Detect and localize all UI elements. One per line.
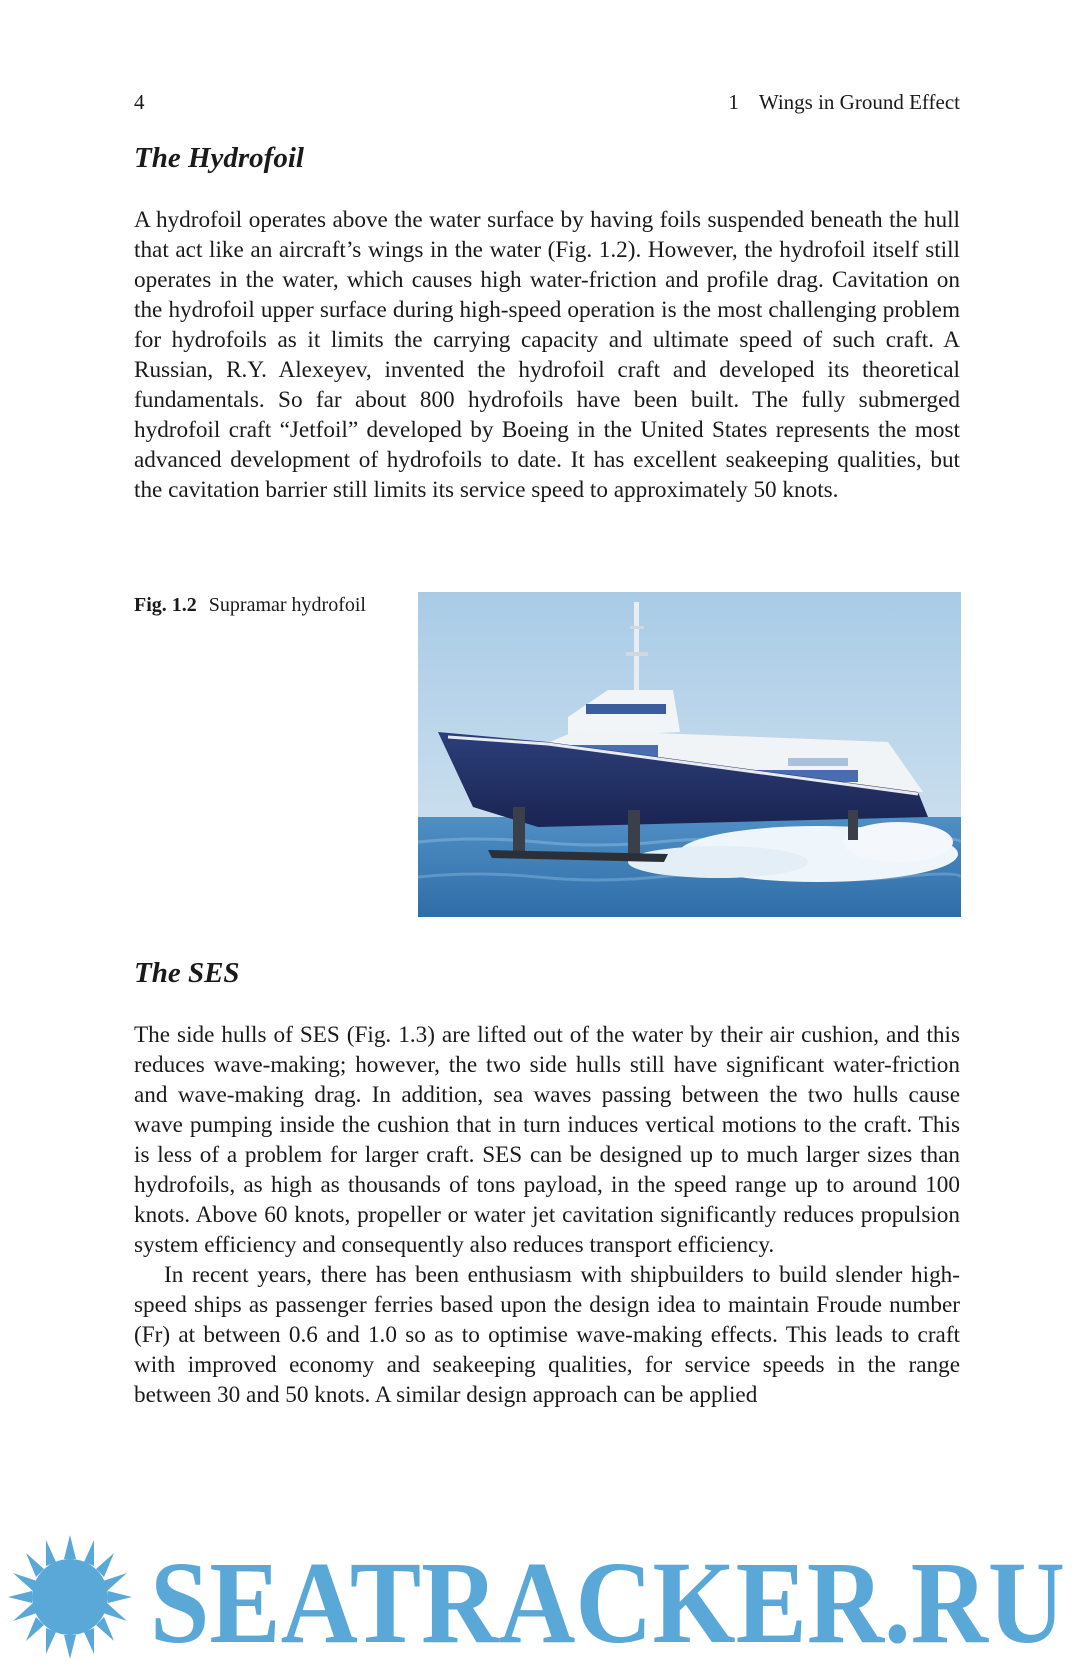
- hydrofoil-body: [134, 205, 960, 505]
- figure-caption: [134, 592, 366, 618]
- chapter-title: Wings in Ground Effect: [758, 90, 960, 114]
- section-title-hydrofoil: The Hydrofoil: [134, 142, 304, 174]
- ses-body: [134, 1020, 960, 1410]
- watermark-text: SEATRACKER.RU: [150, 1537, 1065, 1665]
- running-head-chapter: [728, 88, 960, 116]
- figure-caption-text: Supramar hydrofoil: [208, 594, 366, 616]
- section-title-ses: The SES: [134, 957, 240, 989]
- ses-paragraph-1: The side hulls of SES (Fig. 1.3) are lifted out of the water by their air cushion, and this reduces wave-making; however, the two side hulls still have significant water-friction and wave-making drag. In addition, sea waves passing between the two hulls cause wave pumping inside the cushion that in turn induces vertical motions to the craft. This is less of a problem for larger craft. SES can be designed up to much larger sizes than hydrofoils, as high as thousands of tons payload, in the speed range up to around 100 knots. Above 60 knots, propeller or water jet cavitation significantly reduces propulsion system efficiency and consequently also reduces transport efficiency.: [134, 1022, 960, 1258]
- chapter-number: 1: [728, 90, 739, 114]
- ses-paragraph-2: In recent years, there has been enthusiasm with shipbuilders to build slender high-speed ships as passenger ferries based upon the design idea to maintain Froude number (Fr) at between 0.6 and 1.0 so as to optimise wave-making effects. This leads to craft with improved economy and seakeeping qualities, for service speeds in the range between 30 and 50 knots. A similar design approach can be applied: [134, 1262, 960, 1408]
- sun-logo-icon: [8, 1535, 132, 1659]
- hydrofoil-photo: [418, 592, 961, 917]
- watermark: [0, 1535, 1080, 1665]
- page-number: 4: [134, 90, 145, 114]
- hydrofoil-paragraph: A hydrofoil operates above the water surface by having foils suspended beneath the hull that act like an aircraft’s wings in the water (Fig. 1.2). However, the hydrofoil itself still operates in the water, which causes high water-friction and profile drag. Cavitation on the hydrofoil upper surface during high-speed operation is the most challenging problem for hydrofoils as it limits the carrying capacity and ultimate speed of such craft. A Russian, R.Y. Alexeyev, invented the hydrofoil craft and developed its theoretical fundamentals. So far about 800 hydrofoils have been built. The fully submerged hydrofoil craft “Jetfoil” developed by Boeing in the United States represents the most advanced development of hydrofoils to date. It has excellent seakeeping qualities, but the cavitation barrier still limits its service speed to approximately 50 knots.: [134, 207, 960, 503]
- hydrofoil-illustration: [418, 592, 961, 917]
- figure-label: Fig. 1.2: [134, 594, 197, 616]
- running-head: [134, 88, 960, 116]
